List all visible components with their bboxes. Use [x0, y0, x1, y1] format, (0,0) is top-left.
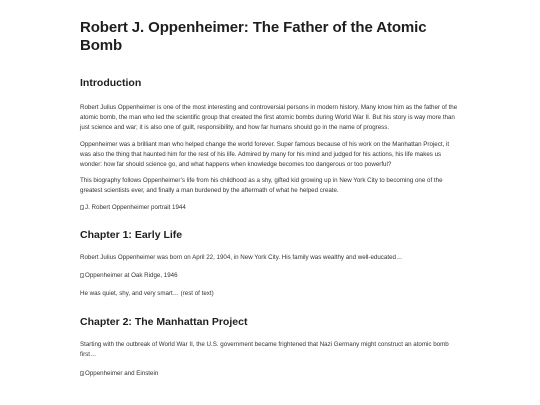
image-alt-text: Oppenheimer and Einstein: [85, 369, 159, 377]
intro-paragraph-3: This biography follows Oppenheimer’s life from his childhood as a shy, gifted kid growing up in New York City to becoming one of the greatest scientists ever, and finally a man burdened by the aftermath of what he helped create.: [80, 177, 443, 195]
section-heading-chapter-2: Chapter 2: The Manhattan Project: [80, 316, 248, 329]
article: [80, 0, 460, 378]
broken-image-icon: [80, 273, 84, 278]
broken-image-icon: [80, 371, 84, 376]
intro-paragraph-2: Oppenheimer was a brilliant man who helped change the world forever. Super famous because of his work on the Manhattan Project, it was also the thing that haunted him for the rest of his life. Admired by many for his mind and judged for his actions, his life makes us wonder: how far should science go, and what happens when knowledge becomes too dangerous or too powerful?: [80, 140, 450, 169]
section-heading-chapter-1: Chapter 1: Early Life: [80, 228, 183, 241]
intro-paragraph-1: Robert Julius Oppenheimer is one of the most interesting and controversial persons in modern history. Many know him as the father of the atomic bomb, the man who led the scientific group that created the first atomic bombs during World War II. But his story is way more than just science and war; it is also one of guilt, responsibility, and how far humans should go in the name of progress.: [80, 104, 458, 132]
chapter-2-paragraph-1: Starting with the outbreak of World War II, the U.S. government became frightened that Nazi Germany might construct an atomic bomb first…: [80, 341, 449, 359]
chapter-1-paragraph-1: Robert Julius Oppenheimer was born on April 22, 1904, in New York City. His family was wealthy and well-educated…: [80, 253, 403, 261]
image-alt-text: Oppenheimer at Oak Ridge, 1946: [85, 272, 178, 280]
image-oppenheimer-einstein: [80, 368, 460, 378]
section-heading-introduction: Introduction: [80, 77, 142, 89]
chapter-1-paragraph-2: He was quiet, shy, and very smart… (rest of text): [80, 289, 214, 297]
page-title: Robert J. Oppenheimer: The Father of the Atomic Bomb: [80, 19, 427, 54]
image-oppenheimer-portrait: [80, 203, 460, 213]
image-alt-text: J. Robert Oppenheimer portrait 1944: [85, 204, 186, 212]
broken-image-icon: [80, 205, 84, 210]
image-oak-ridge: [80, 271, 460, 281]
